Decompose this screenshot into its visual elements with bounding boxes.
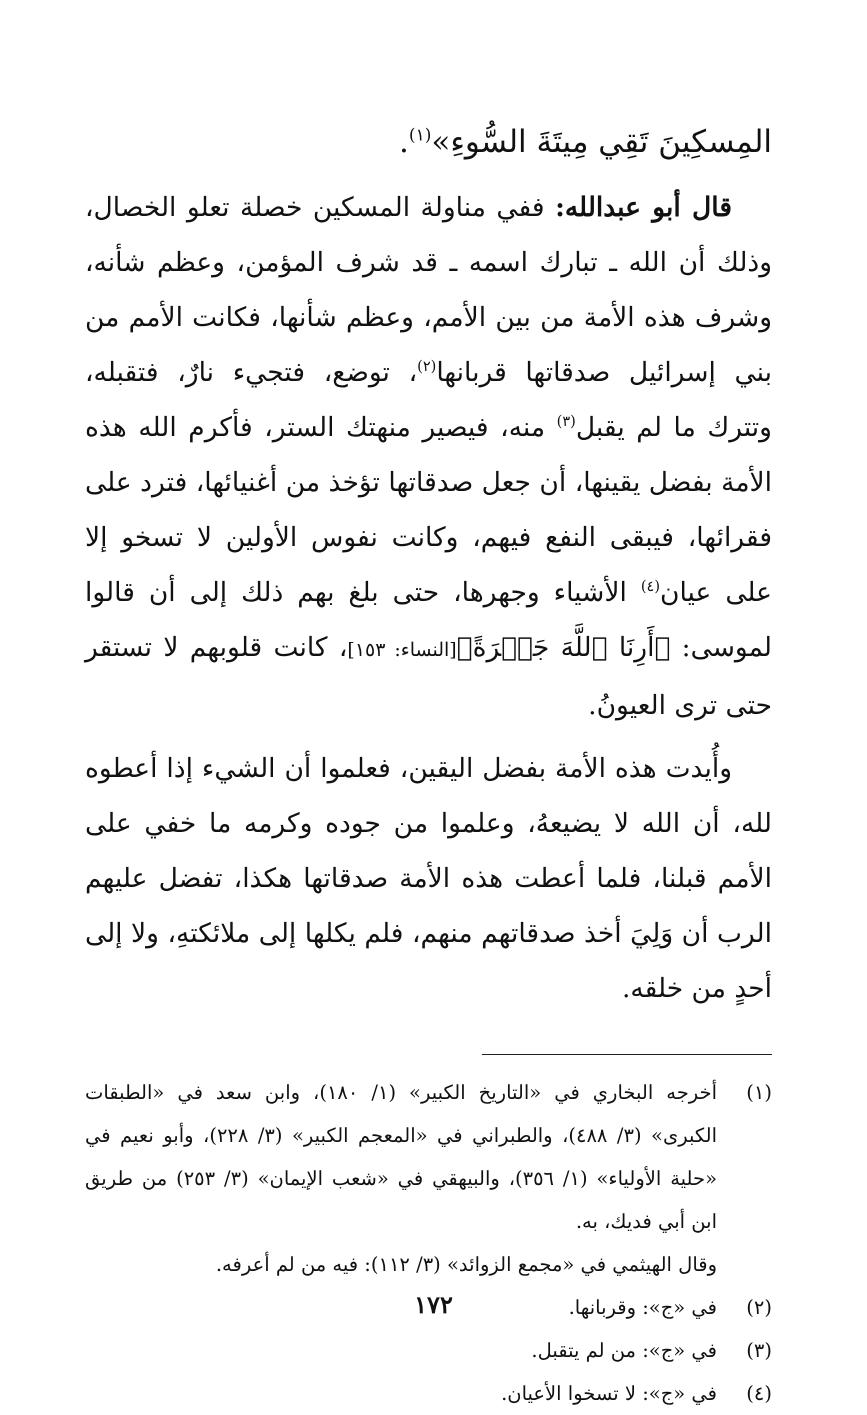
paragraph-1-part-d: الأشياء وجهرها، حتى بلغ بهم ذلك إلى أن قالوا لموسى:: [85, 577, 772, 663]
footnote-3: [85, 1329, 772, 1372]
footnote-number: (٤): [746, 1382, 772, 1405]
footnote-number: (٣): [746, 1339, 772, 1362]
footnote-number: (٢): [746, 1296, 772, 1319]
paragraph-1: [85, 180, 772, 733]
paragraph-2: وأُيدت هذه الأمة بفضل اليقين، فعلموا أن الشيء إذا أعطوه لله، أن الله لا يضيعهُ، وعلموا من جوده وكرمه ما خفي على الأمم قبلنا، فلما أعطت هذه الأمة صدقاتها هكذا، تفضل عليهم الرب أن وَلِيَ أخذ صدقاتهم منهم، فلم يكلها إلى ملائكتهِ، ولا إلى أحدٍ من خلقه.: [85, 753, 772, 1004]
footnote-text: في «ج»: من لم يتقبل.: [531, 1339, 717, 1362]
footnote-4: [85, 1372, 772, 1415]
lead-line-text: المِسكِينَ تَقِي مِيتَةَ السُّوءِ»: [431, 124, 772, 160]
footnote-ref-2[interactable]: (٢): [417, 358, 437, 376]
footnote-extra: وقال الهيثمي في «مجمع الزوائد» (٣/ ١١٢): فيه من لم أعرفه.: [215, 1253, 717, 1276]
main-text: [85, 112, 772, 1016]
footnote-text: في «ج»: لا تسخوا الأعيان.: [501, 1382, 717, 1405]
footnote-text: أخرجه البخاري في «التاريخ الكبير» (١/ ١٨٠)، وابن سعد في «الطبقات الكبرى» (٣/ ٤٨٨)، والطبراني في «المعجم الكبير» (٣/ ٢٢٨)، وأبو نعيم في «حلية الأولياء» (١/ ٣٥٦)، والبيهقي في «شعب الإيمان» (٣/ ٢٥٣) من طريق ابن أبي فديك، به.: [85, 1081, 718, 1233]
footnote-number: (١): [746, 1081, 772, 1104]
footnotes: [85, 1071, 772, 1415]
footnote-1: [85, 1071, 772, 1286]
footnote-ref-1[interactable]: (١): [408, 125, 432, 146]
quran-reference: [النساء: ١٥٣]: [347, 639, 457, 661]
lead-line-end: .: [399, 124, 409, 160]
footnote-text: في «ج»: وقربانها.: [568, 1296, 717, 1319]
lead-line: [85, 112, 772, 172]
footnote-divider: [482, 1054, 772, 1055]
speaker-name: قال أبو عبدالله:: [555, 192, 733, 223]
paragraph-1-part-b: ، توضع، فتجيء نارٌ، فتقبله، وتترك ما لم يقبل: [85, 357, 772, 443]
footnote-ref-3[interactable]: (٣): [556, 413, 576, 431]
page-number: ١٧٢: [414, 1290, 453, 1319]
paragraph-1-part-e: ، كانت قلوبهم لا تستقر حتى ترى العيونُ.: [85, 632, 772, 721]
paragraph-1-part-c: منه، فيصير منهتك الستر، فأكرم الله هذه الأمة بفضل يقينها، أن جعل صدقاتها تؤخذ من أغنيائها، فترد على فقرائها، فيبقى النفع فيهم، وكانت نفوس الأولين لا تسخو إلا على عيان: [85, 412, 772, 608]
footnote-ref-4[interactable]: (٤): [640, 578, 661, 596]
paragraph-1-part-a: ففي مناولة المسكين خصلة تعلو الخصال، وذلك أن الله ـ تبارك اسمه ـ قد شرف المؤمن، وعظم شأنه، وشرف هذه الأمة من بين الأمم، وعظم شأنها، فكانت الأمم من بني إسرائيل صدقاتها قربانها: [85, 192, 772, 388]
quran-verse: ﴿أَرِنَا ٱللَّهَ جَهۡرَةً﴾: [456, 632, 671, 663]
